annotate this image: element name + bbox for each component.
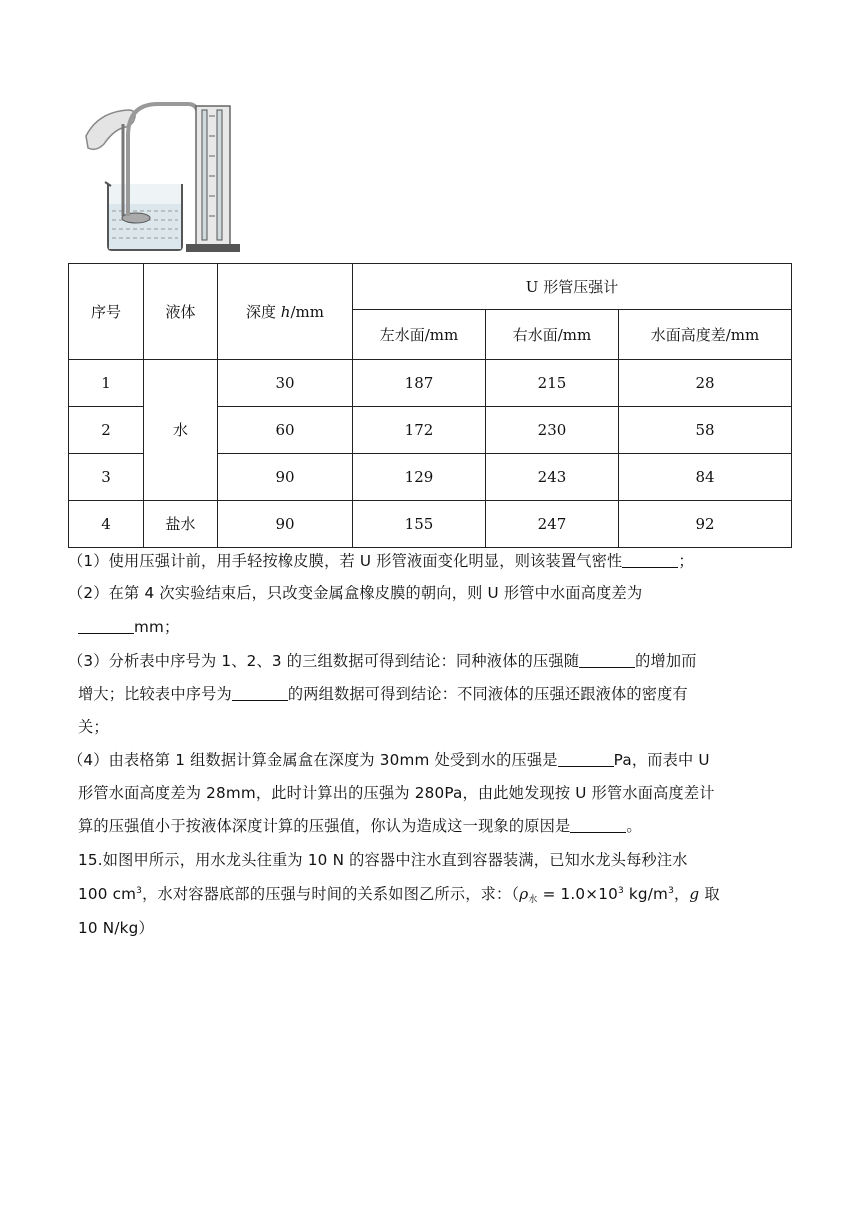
experiment-data-table: [68, 263, 792, 548]
problem-15-line-2: 100 $cm^3$，水对容器底部的压强与时间的关系如图乙所示，求：（$\rho_水 = 1.0\times 10^3$ $kg/m^3$，g 取: [78, 885, 720, 905]
cell-diff: 58: [619, 407, 792, 454]
question-2-cont: mm；: [78, 611, 778, 644]
problem-15-line-1: 15.如图甲所示，用水龙头往重为 10 N 的容器中注水直到容器装满，已知水龙头每秒注水: [78, 851, 688, 869]
answer-blank[interactable]: [78, 619, 134, 634]
u-tube-manometer-icon: [186, 106, 240, 252]
cell-depth: 90: [218, 501, 353, 548]
header-right-level: 右水面/mm: [486, 310, 619, 360]
question-4-cont: 形管水面高度差为 28mm，此时计算出的压强为 280Pa，由此她发现按 U 形管水面高度差计: [78, 784, 715, 802]
question-4: （4）由表格第 1 组数据计算金属盒在深度为 30mm 处受到水的压强是 Pa，而表中 U: [68, 751, 710, 769]
question-3-end: 关；: [78, 718, 109, 736]
cell-index: 1: [69, 360, 144, 407]
cell-diff: 84: [619, 454, 792, 501]
header-height-diff: 水面高度差/mm: [619, 310, 792, 360]
answer-blank[interactable]: [579, 653, 635, 668]
pressure-gauge-apparatus-figure: [78, 96, 248, 254]
answer-blank[interactable]: [232, 686, 288, 701]
cell-left: 187: [353, 360, 486, 407]
question-4-end: 算的压强值小于按液体深度计算的压强值，你认为造成这一现象的原因是 。: [78, 817, 642, 835]
answer-blank[interactable]: [622, 553, 678, 568]
cell-index: 4: [69, 501, 144, 548]
cell-diff: 92: [619, 501, 792, 548]
cell-index: 3: [69, 454, 144, 501]
cell-depth: 90: [218, 454, 353, 501]
cell-left: 155: [353, 501, 486, 548]
header-depth: 深度 h/mm: [218, 264, 353, 360]
cell-left: 129: [353, 454, 486, 501]
cell-index: 2: [69, 407, 144, 454]
question-3-cont: 增大；比较表中序号为 的两组数据可得到结论：不同液体的压强还跟液体的密度有: [78, 685, 688, 703]
question-3: （3）分析表中序号为 1、2、3 的三组数据可得到结论：同种液体的压强随 的增加而: [68, 652, 697, 670]
table-row: [69, 501, 792, 548]
cell-right: 230: [486, 407, 619, 454]
question-2: （2）在第 4 次实验结束后，只改变金属盒橡皮膜的朝向，则 U 形管中水面高度差为: [68, 584, 643, 602]
header-index: 序号: [69, 264, 144, 360]
table-row: [69, 360, 792, 407]
header-liquid: 液体: [144, 264, 218, 360]
cell-depth: 60: [218, 407, 353, 454]
cell-liquid: 盐水: [144, 501, 218, 548]
cell-right: 243: [486, 454, 619, 501]
answer-blank[interactable]: [558, 752, 614, 767]
cell-depth: 30: [218, 360, 353, 407]
cell-left: 172: [353, 407, 486, 454]
cell-liquid: 水: [144, 360, 218, 501]
header-u-tube-group: U 形管压强计: [353, 264, 792, 310]
header-left-level: 左水面/mm: [353, 310, 486, 360]
problem-15-line-3: 10 N/kg）: [78, 919, 154, 937]
cell-right: 247: [486, 501, 619, 548]
question-1: （1）使用压强计前，用手轻按橡皮膜，若 U 形管液面变化明显，则该装置气密性 ；: [68, 552, 694, 570]
cell-right: 215: [486, 360, 619, 407]
answer-blank[interactable]: [570, 818, 626, 833]
cell-diff: 28: [619, 360, 792, 407]
